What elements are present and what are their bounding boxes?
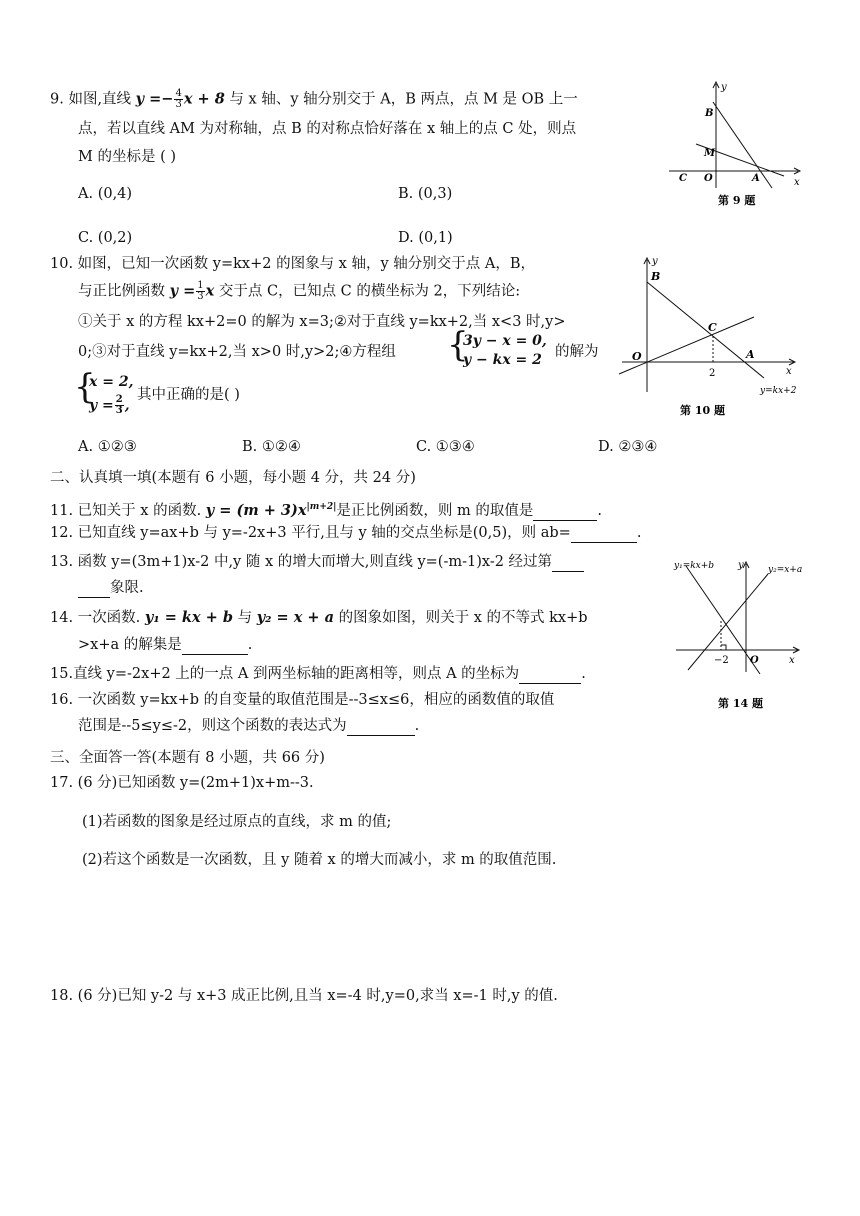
figure-q14 <box>668 552 808 718</box>
q11-equation: y = (m + 3)x <box>205 501 307 519</box>
q11-answer-blank[interactable] <box>533 504 597 521</box>
q12-number: 12. <box>50 525 74 541</box>
q9-line1 <box>50 89 578 110</box>
q13-answer-blank-1[interactable] <box>552 555 584 572</box>
q14-label-o: O <box>750 655 759 666</box>
q16-answer-blank[interactable] <box>347 719 415 736</box>
q18-number: 18. <box>50 988 74 1004</box>
q14-number: 14. <box>50 610 74 626</box>
q18-stem: 18. (6 分)已知 y-2 与 x+3 成正比例,且当 x=-4 时,y=0,求当 x=-1 时,y 的值. <box>50 988 558 1004</box>
q10-solution-y: y = $\frac{2}{3}$ , <box>89 394 130 416</box>
q9-lead: 如图,直线 <box>68 91 132 108</box>
q10-solution-x: x = 2, <box>89 374 134 390</box>
q9-label-m: M <box>704 148 716 159</box>
q9-line-ab <box>713 102 772 188</box>
q9-fraction: $\frac{4}{3}$ <box>175 88 182 110</box>
q10-equation: y = <box>169 282 196 300</box>
q10-label-o: O <box>632 350 642 363</box>
q10-line1 <box>50 254 535 274</box>
q10-system-eq2: y − kx = 2 <box>463 352 542 368</box>
q14-caption: 第 14 题 <box>718 697 763 710</box>
q9-text: 与 x 轴、y 轴分别交于 A，B 两点，点 M 是 OB 上一 <box>229 91 578 108</box>
q10-label-b: B <box>651 270 661 283</box>
q13-number: 13. <box>50 554 74 570</box>
q10-line4: 0;③对于直线 y=kx+2,当 x>0 时,y>2;④方程组 <box>78 344 396 360</box>
q9-label-x: x <box>794 177 800 188</box>
q9-caption: 第 9 题 <box>718 194 756 207</box>
q10-line4-end: 的解为 <box>555 344 599 360</box>
q10-label-a: A <box>746 348 755 361</box>
q16-line2: 范围是--5≤y≤-2，则这个函数的表达式为 . <box>78 718 420 734</box>
q15: 15.直线 y=-2x+2 上的一点 A 到两坐标轴的距离相等，则点 A 的坐标为 . <box>50 666 586 682</box>
q10-label-2: 2 <box>709 368 716 379</box>
q9-equation-part: y =− <box>135 90 174 108</box>
q14-answer-blank[interactable] <box>182 638 248 655</box>
q15-answer-blank[interactable] <box>519 667 581 684</box>
q10-option-a[interactable]: A. ①②③ <box>78 439 137 455</box>
q10-solution-brace: { <box>74 367 96 407</box>
q9-line2: 点，若以直线 AM 为对称轴，点 B 的对称点恰好落在 x 轴上的点 C 处，则点 <box>78 121 577 137</box>
figure-q10 <box>614 252 810 424</box>
q13-answer-blank-2[interactable] <box>78 581 110 598</box>
q10-line-prop <box>619 317 754 374</box>
q13-line2: 象限. <box>78 578 144 598</box>
q10-line3: ①关于 x 的方程 kx+2=0 的解为 x=3;②对于直线 y=kx+2,当 x<3 时,y> <box>78 314 566 330</box>
q10-label-x: x <box>786 366 792 377</box>
q10-line5: 其中正确的是( ) <box>137 387 240 403</box>
q10-line2: 与正比例函数 y = $\frac{1}{3}$ x 交于点 C，已知点 C 的横坐标为 2，下列结论: <box>78 280 521 302</box>
q15-number: 15. <box>50 666 74 682</box>
q9-label-o: O <box>704 173 713 184</box>
q14-label-x: x <box>789 655 795 666</box>
q17-part-2: (2)若这个函数是一次函数，且 y 随着 x 的增大而减小，求 m 的取值范围. <box>82 852 557 868</box>
q14-right-angle <box>721 645 726 650</box>
q9-option-c[interactable]: C. (0,2) <box>78 230 133 246</box>
q14-equation-1: y₁ = kx + b <box>144 609 233 626</box>
q10-line-kx2 <box>647 282 764 378</box>
figure-q9 <box>666 78 806 212</box>
q16-line1: 16. 一次函数 y=kx+b 的自变量的取值范围是--3≤x≤6，相应的函数值的取值 <box>50 692 555 708</box>
q14-equation-2: y₂ = x + a <box>256 609 335 626</box>
q10-option-c[interactable]: C. ①③④ <box>416 439 475 455</box>
q14-label-y2: y₂=x+a <box>768 565 803 575</box>
q17-number: 17. <box>50 775 74 791</box>
q16-number: 16. <box>50 692 74 708</box>
q12: 12. 已知直线 y=ax+b 与 y=-2x+3 平行,且与 y 轴的交点坐标是(0,5)，则 ab= . <box>50 525 642 541</box>
q17-part-1: (1)若函数的图象是经过原点的直线，求 m 的值; <box>82 814 392 830</box>
q10-label-y: y <box>652 256 658 267</box>
q10-text: 如图，已知一次函数 y=kx+2 的图象与 x 轴，y 轴分别交于点 A，B， <box>77 256 536 272</box>
q10-label-c: C <box>708 321 717 334</box>
q9-option-b[interactable]: B. (0,3) <box>398 186 453 202</box>
q9-equation-part-2: x + 8 <box>183 90 225 108</box>
q10-system-eq1: 3y − x = 0, <box>463 333 547 349</box>
q9-label-b: B <box>705 108 714 119</box>
q10-fraction: $\frac{1}{3}$ <box>197 280 204 302</box>
q14-label-y: y <box>738 560 744 571</box>
q12-answer-blank[interactable] <box>571 526 637 543</box>
q9-line3: M 的坐标是 ( ) <box>78 149 176 165</box>
section-3-heading: 三、全面答一答(本题有 8 小题，共 66 分) <box>50 750 325 766</box>
q9-option-d[interactable]: D. (0,1) <box>398 230 453 246</box>
q10-label-line: y=kx+2 <box>760 386 797 396</box>
q14-label-neg2: −2 <box>714 655 729 666</box>
q17-stem: 17. (6 分)已知函数 y=(2m+1)x+m--3. <box>50 775 314 791</box>
q9-label-y: y <box>721 82 727 93</box>
section-2-heading: 二、认真填一填(本题有 6 小题，每小题 4 分，共 24 分) <box>50 470 416 486</box>
q9-label-c: C <box>679 173 687 184</box>
q14-line2: >x+a 的解集是 . <box>78 637 253 653</box>
q13-line1: 13. 函数 y=(3m+1)x-2 中,y 随 x 的增大而增大,则直线 y=(-m-1)x-2 经过第 <box>50 552 584 572</box>
q10-system-brace: { <box>447 325 469 365</box>
q9-number: 9. <box>50 91 64 108</box>
q10-option-b[interactable]: B. ①②④ <box>242 439 301 455</box>
q14-line1: 14. 一次函数. y₁ = kx + b 与 y₂ = x + a 的图象如图，则关于 x 的不等式 kx+b <box>50 609 588 626</box>
q9-option-a[interactable]: A. (0,4) <box>78 186 133 202</box>
q14-label-y1: y₁=kx+b <box>674 561 715 571</box>
q10-number: 10. <box>50 256 74 272</box>
q9-label-a: A <box>752 173 760 184</box>
q10-option-d[interactable]: D. ②③④ <box>598 439 658 455</box>
q10-caption: 第 10 题 <box>680 404 725 417</box>
q11-number: 11. <box>50 502 74 519</box>
q11: 11. 已知关于 x 的函数. $y = (m + 3)x^{|m+2|}$是正比例函数，则 m 的取值是 . <box>50 501 602 519</box>
